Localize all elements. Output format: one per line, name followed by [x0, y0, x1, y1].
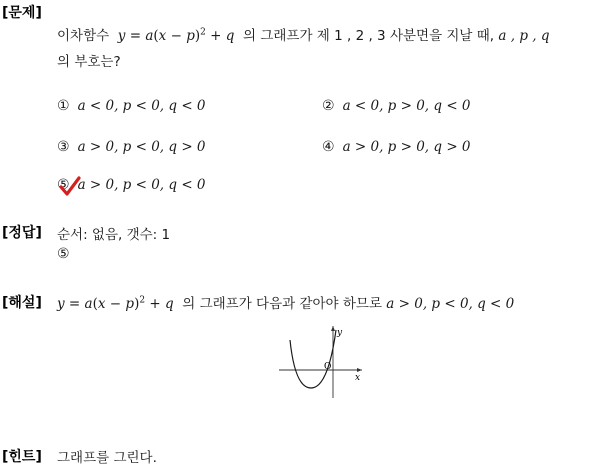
answer-value: ⑤: [57, 246, 70, 262]
checkmark-icon: [59, 176, 81, 196]
problem-label: [문제]: [2, 5, 42, 21]
x-label: x: [355, 373, 361, 383]
choice-5[interactable]: ⑤ a > 0, p < 0, q < 0: [57, 177, 206, 193]
problem-prefix: 이차함수: [57, 28, 110, 44]
choice-3[interactable]: ③ a > 0, p < 0, q > 0: [57, 139, 206, 155]
parabola-graph: [276, 322, 366, 402]
hint-label: [힌트]: [2, 449, 42, 465]
explanation-formula: $y = a(x - p)^2 + q$: [57, 295, 174, 312]
explanation-text: $y = a(x - p)^2 + q$ 의 그래프가 다음과 같아야 하므로 a > 0, p < 0, q < 0: [57, 295, 515, 312]
origin-label: O: [324, 362, 332, 372]
function-formula: $y = a(x - p)^2 + q$: [117, 27, 235, 44]
hint-text: 그래프를 그린다.: [57, 450, 157, 466]
problem-mid: 의 그래프가 제 1 , 2 , 3 사분면을 지날 때,: [243, 28, 495, 44]
x-axis-arrow: [357, 368, 362, 372]
problem-vars: a , p , q: [498, 28, 550, 44]
y-axis-arrow: [331, 326, 335, 331]
choice-4[interactable]: ④ a > 0, p > 0, q > 0: [322, 139, 471, 155]
explanation-label: [해설]: [2, 295, 42, 311]
parabola-curve: [290, 330, 336, 388]
answer-label: [정답]: [2, 225, 42, 241]
choice-2[interactable]: ② a < 0, p > 0, q < 0: [322, 98, 471, 114]
y-label: y: [337, 328, 343, 338]
problem-line-1: [57, 24, 550, 44]
problem-line-2: 의 부호는?: [57, 54, 121, 70]
answer-order: 순서: 없음, 갯수: 1: [57, 227, 171, 243]
explanation-condition: a > 0, p < 0, q < 0: [386, 296, 515, 312]
choice-1[interactable]: ① a < 0, p < 0, q < 0: [57, 98, 206, 114]
